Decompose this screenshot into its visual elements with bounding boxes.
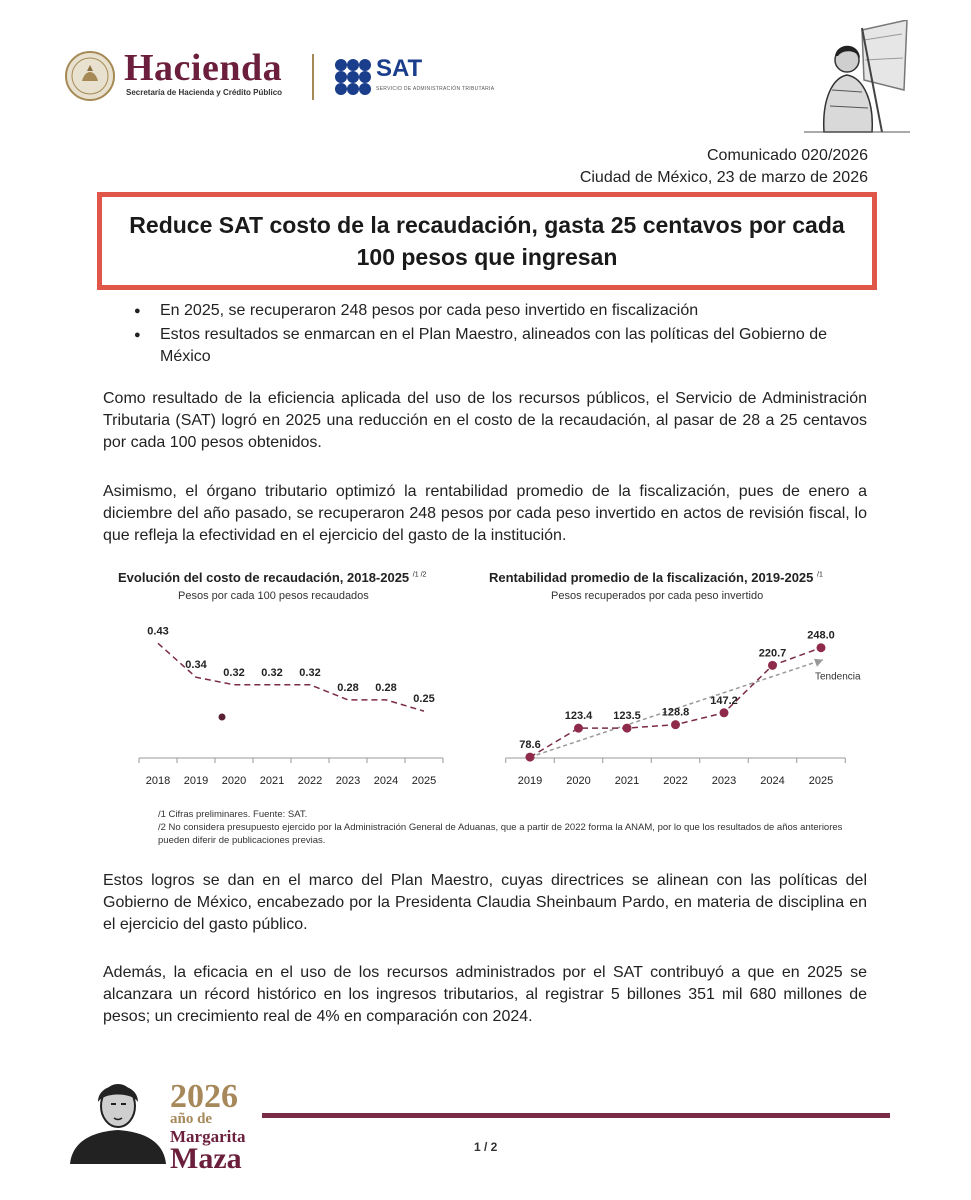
x-tick-label: 2019 [183,775,209,787]
chart1-svg [130,610,450,790]
data-label: 248.0 [807,629,835,642]
body-paragraph-4: Además, la eficacia en el uso de los recursos administrados por el SAT contribuyó a que en 2025 se alcanzara un récord histórico en los ingresos tributarios, al registrar 5 billones 351 mil 680 millones de pesos; un crecimiento real de 4% en comparación con 2024. [103,964,867,1025]
x-tick-label: 2025 [808,775,834,787]
data-point [526,753,535,762]
chart-notes [158,808,858,847]
x-tick-label: 2024 [373,775,399,787]
stray-marker [219,714,226,721]
footer-bar [262,1113,890,1118]
logo-divider [312,54,314,100]
body-paragraph-2: Asimismo, el órgano tributario optimizó la rentabilidad promedio de la fiscalización, pues de enero a diciembre del año pasado, se recuperaron 248 pesos por cada peso invertido en actos de revisión fiscal, lo que refleja la efectividad en el ejercicio del gasto de la institución. [103,483,867,544]
data-label: 0.32 [223,666,245,679]
data-label: 220.7 [758,647,787,660]
x-tick-label: 2024 [760,775,785,787]
x-tick-label: 2023 [335,775,361,787]
year-line2: Margarita [170,1127,246,1146]
body-paragraph-3: Estos logros se dan en el marco del Plan Maestro, cuyas directrices se alinean con las políticas del Gobierno de México, encabezado por la Presidenta Claudia Sheinbaum Pardo, en materia de disciplina en el ejercicio del gasto público. [103,872,867,933]
x-tick-label: 2020 [221,775,247,787]
trend-arrow-icon [814,659,823,667]
x-tick-label: 2019 [517,775,543,787]
data-point [574,724,583,733]
year-line1: año de [170,1111,213,1127]
data-point [817,643,826,652]
chart-note-2: /2 No considera presupuesto ejercido por la Administración General de Aduanas, que a partir de 2022 forma la ANAM, por lo que los resultados de años anteriores pueden diferir de publicaciones previas. [158,822,843,846]
x-tick-label: 2021 [259,775,285,787]
x-tick-label: 2021 [614,775,640,787]
chart2-title: Rentabilidad promedio de la fiscalización, 2019-2025 $^{/1}$ [489,570,823,585]
year-line3: Maza [170,1142,242,1175]
sat-logo-dots-icon [334,58,372,96]
chart1-title: Evolución del costo de recaudación, 2018-2025 $^{/1 /2}$ [118,570,427,585]
hacienda-logo-text: Hacienda [124,47,283,89]
chart2-svg [500,610,860,790]
chart1-subtitle: Pesos por cada 100 pesos recaudados [178,590,369,602]
coat-of-arms-seal-icon [65,51,115,101]
data-point [671,720,680,729]
series-line [530,648,821,757]
data-point [623,724,632,733]
data-label: 0.32 [299,666,321,679]
trend-label: Tendencia [815,671,861,683]
year-motto [170,1080,246,1174]
data-label: 0.25 [413,693,435,706]
chart1-title-note: /1 /2 [412,571,427,579]
x-tick-label: 2025 [411,775,437,787]
chart-note-1: /1 Cifras preliminares. Fuente: SAT. [158,809,308,820]
data-label: 128.8 [661,706,690,719]
chart2-subtitle: Pesos recuperados por cada peso invertido [551,590,764,602]
body-paragraph-1: Como resultado de la eficiencia aplicada del uso de los recursos públicos, el Servicio de Administración Tributaria (SAT) logró en 2025 una reducción en el costo de la recaudación, al pasar de 28 a 25 centavos por cada 100 pesos obtenidos. [103,390,867,451]
x-tick-label: 2022 [663,775,688,787]
release-place-date: Ciudad de México, 23 de marzo de 2026 [579,169,868,186]
data-label: 0.28 [375,681,397,694]
data-label: 0.43 [147,625,169,638]
data-point [768,661,777,670]
data-label: 147.2 [710,694,738,707]
summary-bullets [130,300,870,370]
data-point [720,708,729,717]
x-tick-label: 2023 [711,775,737,787]
bullet-item: ● En 2025, se recuperaron 248 pesos por cada peso invertido en fiscalización [130,300,870,322]
hacienda-subtitle: Secretaría de Hacienda y Crédito Público [126,88,283,97]
x-tick-label: 2018 [145,775,171,787]
series-line [158,643,424,711]
sat-logo-text: SAT [376,55,423,82]
header [60,40,920,140]
year-number: 2026 [170,1078,238,1115]
data-label: 0.32 [261,666,283,679]
margarita-maza-portrait-icon [68,1074,168,1164]
bullet-item: ● Estos resultados se enmarcan en el Plan Maestro, alineados con las políticas del Gobierno de México [130,324,870,368]
data-label: 123.4 [564,710,593,723]
x-tick-label: 2020 [566,775,591,787]
data-label: 123.5 [613,710,641,723]
sat-subtitle: SERVICIO DE ADMINISTRACIÓN TRIBUTARIA [376,86,495,92]
x-tick-label: 2022 [297,775,323,787]
data-label: 0.34 [185,659,207,672]
headline-box [97,192,877,290]
release-number: Comunicado 020/2026 [706,147,868,164]
data-label: 78.6 [519,739,541,752]
data-label: 0.28 [337,681,359,694]
headline: Reduce SAT costo de la recaudación, gasta 25 centavos por cada 100 pesos que ingresan [129,212,845,270]
release-info [580,145,868,189]
woman-with-flag-illustration-icon [802,20,912,134]
page-number: 1 / 2 [474,1140,498,1154]
chart2-title-note: /1 [817,571,823,579]
